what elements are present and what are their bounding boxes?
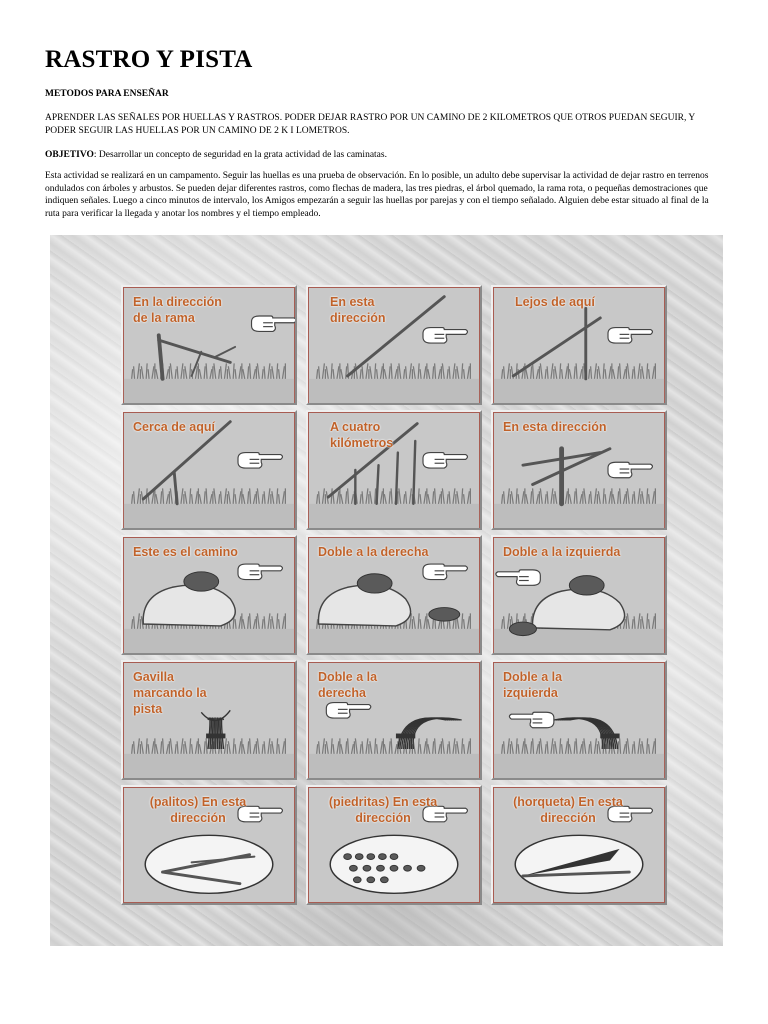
sign-label: (horqueta) En esta dirección	[513, 795, 623, 825]
sign-label: (palitos) En esta dirección	[149, 795, 247, 825]
objective-text: : Desarrollar un concepto de seguridad en la grata actividad de las caminatas.	[93, 150, 387, 160]
activity-paragraph: Esta actividad se realizará en un campamento. Seguir las huellas es una prueba de observación. En lo posible, un adulto debe supervisar la actividad de dejar rastro en terrenos ondulados con árboles y arbustos. Se pueden dejar diferentes rastros, como flechas de madera, las tres piedras, el árbol quemado, la rama rota, o pequeñas demostraciones que indiquen señales. Luego a cinco minutos de intervalo, los Amigos empezarán a seguir las huellas por parejas y con el tiempo señalado. Alguien debe estar situado al final de la ruta para verificar la llegada y anotar los nombres y el tiempo empleado.	[45, 171, 709, 219]
sign-tile	[121, 660, 297, 780]
sign-label: (piedritas) En esta dirección	[328, 795, 438, 825]
sign-label: A cuatro kilómetros	[330, 420, 394, 450]
objective-paragraph	[45, 149, 725, 162]
page-title: RASTRO Y PISTA	[45, 46, 253, 73]
sign-tile	[121, 410, 297, 530]
intro-paragraph: APRENDER LAS SEÑALES POR HUELLAS Y RASTROS. PODER DEJAR RASTRO POR UN CAMINO DE 2 KILOMETROS QUE OTROS PUEDAN SEGUIR, Y PODER SEGUIR LAS HUELLAS POR UN CAMINO DE 2 K I LOMETROS.	[45, 113, 695, 136]
sign-label: Gavilla marcando la pista	[133, 670, 207, 716]
sign-label: En la dirección de la rama	[133, 295, 222, 325]
sign-tile	[121, 285, 297, 405]
sign-label: Doble a la derecha	[318, 545, 429, 559]
sign-tile	[306, 410, 482, 530]
sign-tile	[491, 660, 667, 780]
sign-tile	[306, 785, 482, 905]
sign-tile	[491, 785, 667, 905]
sign-label: En esta dirección	[503, 420, 607, 434]
sign-label: En esta dirección	[330, 295, 386, 325]
sign-label: Doble a la derecha	[318, 670, 378, 700]
section-subtitle: METODOS PARA ENSEÑAR	[45, 89, 169, 99]
sign-tile	[306, 660, 482, 780]
sign-label: Doble a la izquierda	[503, 545, 621, 559]
sign-label: Doble a la izquierda	[503, 670, 563, 700]
sign-tile	[306, 535, 482, 655]
sign-label: Este es el camino	[133, 545, 238, 559]
sign-tile	[491, 535, 667, 655]
objective-label: OBJETIVO	[45, 150, 94, 160]
sign-tile	[491, 285, 667, 405]
sign-tile	[121, 785, 297, 905]
sign-label: Cerca de aquí	[133, 420, 215, 434]
sign-label: Lejos de aquí	[515, 295, 595, 309]
trail-signs-grid	[121, 285, 667, 931]
sign-tile	[306, 285, 482, 405]
sign-tile	[121, 535, 297, 655]
sign-tile	[491, 410, 667, 530]
